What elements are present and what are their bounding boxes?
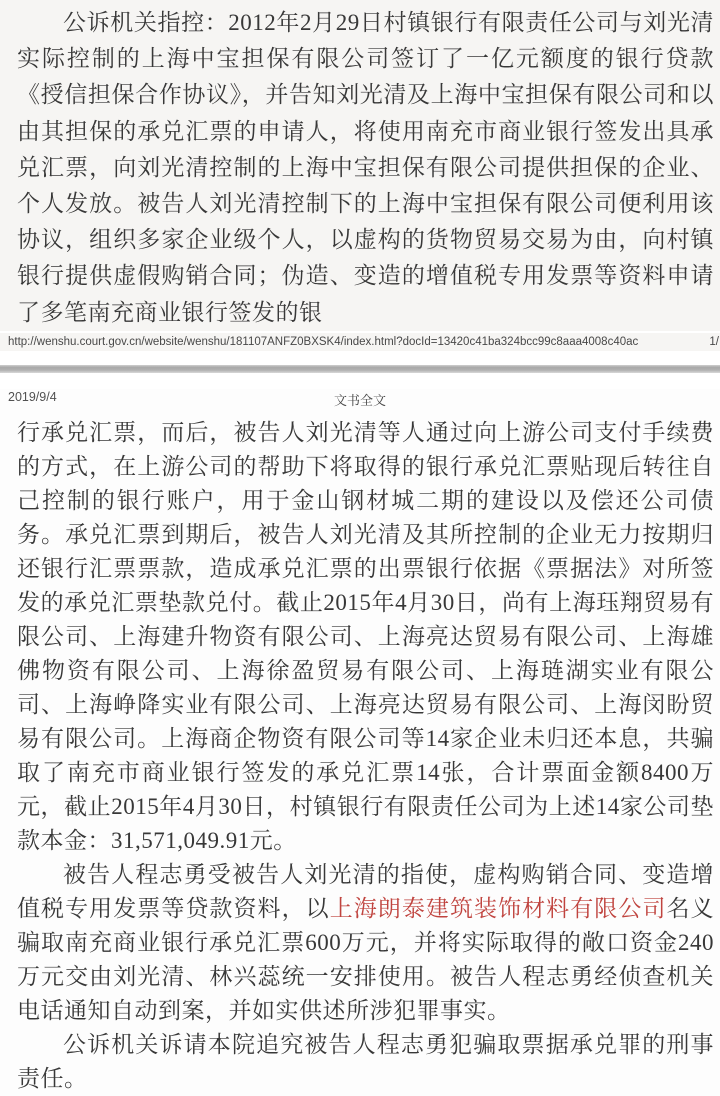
defendant-paragraph-tail: 名义骗取南充商业银行承兑汇票600万元，并将实际取得的敞口资金240万元交由刘光清、林兴蕊统一安排使用。被告人程志勇经侦查机关电话通知自动到案，并如实供述所涉犯罪事实。	[17, 895, 715, 1023]
header-date: 2019/9/4	[8, 389, 57, 404]
page-header	[0, 389, 720, 407]
facts-paragraph: 行承兑汇票，而后，被告人刘光清等人通过向上游公司支付手续费的方式，在上游公司的帮助下将取得的银行承兑汇票贴现后转往自己控制的银行账户，用于金山钢材城二期的建设以及偿还公司债务。承兑汇票到期后，被告人刘光清及其所控制的企业无力按期归还银行汇票票款，造成承兑汇票的出票银行依据《票据法》对所签发的承兑汇票垫款兑付。截止2015年4月30日，尚有上海珏翔贸易有限公司、上海建升物资有限公司、上海亮达贸易有限公司、上海雄佛物资有限公司、上海徐盈贸易有限公司、上海琏湖实业有限公司、上海峥降实业有限公司、上海亮达贸易有限公司、上海闵盼贸易有限公司。上海商企物资有限公司等14家企业未归还本息，共骗取了南充市商业银行签发的承兑汇票14张，合计票面金额8400万元，截止2015年4月30日，村镇银行有限责任公司为上述14家公司垫款本金：31,571,049.91元。	[17, 419, 714, 853]
page-number: 1/	[709, 335, 719, 348]
header-title: 文书全文	[333, 392, 386, 408]
page-break-divider	[0, 365, 720, 373]
document-page-1	[0, 0, 720, 331]
document-body	[0, 416, 720, 1096]
prosecution-request-paragraph: 公诉机关诉请本院追究被告人程志勇犯骗取票据承兑罪的刑事责任。	[17, 1031, 714, 1091]
source-url: http://wenshu.court.gov.cn/website/wenshu/181107ANFZ0BXSK4/index.html?docId=13420c41ba324bcc99c8aaa4008c40ac	[8, 335, 639, 348]
defendant-paragraph	[0, 858, 720, 1028]
defendant-paragraph-lead: 被告人程志勇受被告人刘光清的指使，虚构购销合同、变造增值税专用发票等贷款资料，以	[17, 861, 714, 921]
page-footer	[0, 333, 720, 351]
indictment-paragraph: 公诉机关指控：2012年2月29日村镇银行有限责任公司与刘光清实际控制的上海中宝担保有限公司签订了一亿元额度的银行贷款《授信担保合作协议》，并告知刘光清及上海中宝担保有限公司和以由其担保的承兑汇票的申请人，将使用南充市商业银行签发出具承兑汇票，向刘光清控制的上海中宝担保有限公司提供担保的企业、个人发放。被告人刘光清控制下的上海中宝担保有限公司便利用该协议，组织多家企业级个人，以虚构的货物贸易交易为由，向村镇银行提供虚假购销合同；伪造、变造的增值税专用发票等资料申请了多笔南充商业银行签发的银	[17, 10, 714, 325]
document-page-2	[0, 389, 720, 1096]
highlighted-company-name: 上海朗泰建筑装饰材料有限公司	[329, 895, 667, 921]
